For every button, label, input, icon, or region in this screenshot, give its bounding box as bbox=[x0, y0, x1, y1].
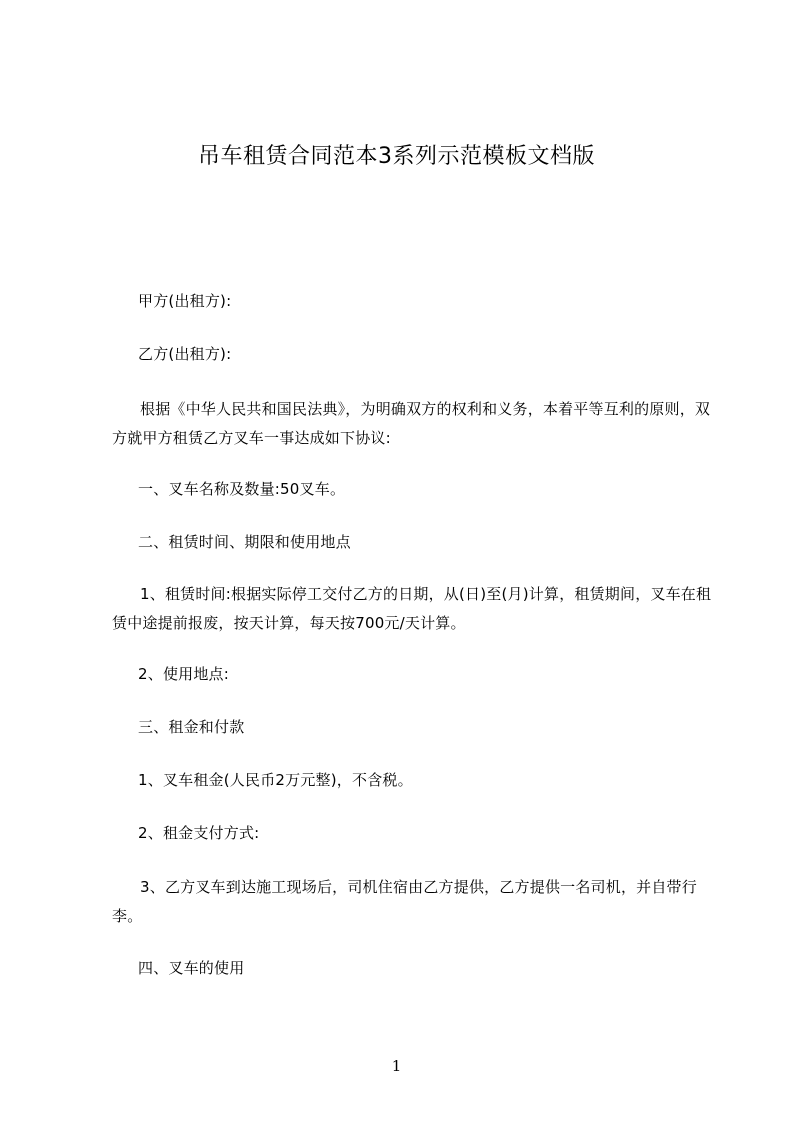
section-1-heading: 一、叉车名称及数量:50叉车。 bbox=[138, 480, 346, 498]
clause-2-1-paragraph: 1、租赁时间:根据实际停工交付乙方的日期，从(日)至(月)计算，租赁期间，叉车在租赁中途提前报废，按天计算，每天按700元/天计算。 bbox=[112, 585, 712, 632]
preamble-paragraph: 根据《中华人民共和国民法典》，为明确双方的权利和义务，本着平等互利的原则，双方就甲方租赁乙方叉车一事达成如下协议: bbox=[112, 400, 711, 447]
party-a-line: 甲方(出租方): bbox=[138, 292, 232, 310]
clause-3-2-paragraph: 2、租金支付方式: bbox=[138, 824, 260, 842]
section-2-heading: 二、租赁时间、期限和使用地点 bbox=[138, 533, 351, 551]
document-title: 吊车租赁合同范本3系列示范模板文档版 bbox=[198, 144, 595, 169]
clause-3-1-paragraph: 1、叉车租金(人民币2万元整)，不含税。 bbox=[138, 771, 413, 789]
section-3-heading: 三、租金和付款 bbox=[138, 718, 245, 736]
clause-3-3-paragraph: 3、乙方叉车到达施工现场后，司机住宿由乙方提供，乙方提供一名司机，并自带行李。 bbox=[112, 878, 697, 925]
page-number: 1 bbox=[391, 1057, 402, 1075]
party-b-line: 乙方(出租方): bbox=[138, 345, 232, 363]
clause-2-2-paragraph: 2、使用地点: bbox=[138, 665, 229, 683]
section-4-heading: 四、叉车的使用 bbox=[138, 959, 245, 977]
